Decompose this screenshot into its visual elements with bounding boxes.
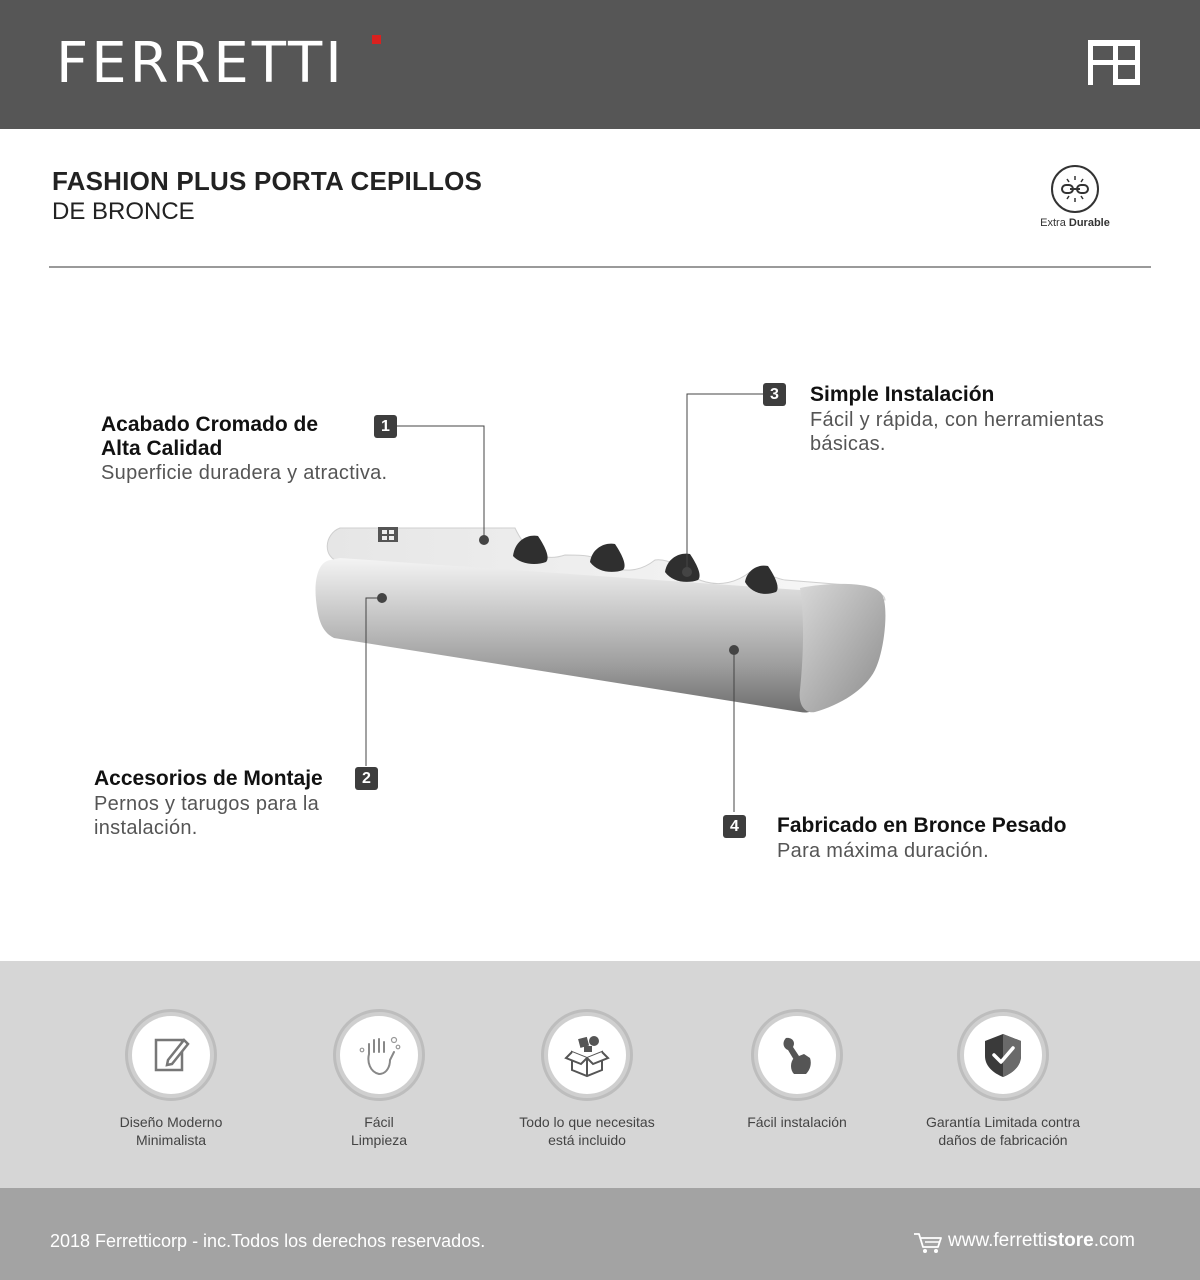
feature-desc-3: Fácil y rápida, con herramientas básicas. bbox=[810, 409, 1105, 455]
ferretti-mark-icon bbox=[1088, 40, 1140, 85]
benefit-label: Fácil Limpieza bbox=[350, 1114, 408, 1148]
benefit-easy-install bbox=[697, 1009, 897, 1131]
feature-number-4: 4 bbox=[723, 815, 746, 838]
feature-desc-1: Superficie duradera y atractiva. bbox=[101, 462, 388, 484]
feature-title-3: Simple Instalación bbox=[810, 383, 995, 406]
feature-desc-4: Para máxima duración. bbox=[777, 840, 989, 862]
feature-number-3: 3 bbox=[763, 383, 786, 406]
benefit-label: Garantía Limitada contra daños de fabricación bbox=[925, 1114, 1081, 1148]
benefit-easy-cleaning bbox=[279, 1009, 479, 1149]
section-divider bbox=[49, 266, 1151, 268]
benefits-bar bbox=[0, 961, 1200, 1188]
ferretti-logo[interactable]: FERRETTI bbox=[56, 31, 345, 96]
chain-link-icon bbox=[1050, 164, 1100, 214]
feature-title-2: Accesorios de Montaje bbox=[94, 767, 323, 790]
feature-desc-2: Pernos y tarugos para la instalación. bbox=[94, 793, 320, 839]
benefit-modern-design bbox=[71, 1009, 271, 1149]
feature-number-1: 1 bbox=[374, 415, 397, 438]
product-title: FASHION PLUS PORTA CEPILLOS bbox=[52, 166, 483, 196]
logo-red-dot bbox=[372, 35, 381, 44]
product-image bbox=[300, 500, 900, 730]
footer bbox=[0, 1188, 1200, 1280]
copyright-text: 2018 Ferretticorp - inc.Todos los derechos reservados. bbox=[50, 1231, 486, 1251]
feature-number-2: 2 bbox=[355, 767, 378, 790]
benefit-label: Fácil instalación bbox=[747, 1114, 847, 1130]
product-subtitle: DE BRONCE bbox=[52, 198, 195, 225]
website-link[interactable]: www.ferrettistore.com bbox=[948, 1230, 1135, 1251]
pencil-edit-icon bbox=[146, 1030, 196, 1080]
clean-hand-icon bbox=[354, 1030, 404, 1080]
benefit-all-included bbox=[487, 1009, 687, 1149]
cart-icon bbox=[913, 1232, 943, 1254]
header bbox=[0, 0, 1200, 129]
badge-label: Extra Durable bbox=[1040, 217, 1110, 229]
benefit-label: Todo lo que necesitas está incluido bbox=[519, 1114, 655, 1148]
feature-title-1: Acabado Cromado de Alta Calidad bbox=[101, 413, 319, 460]
extra-durable-badge bbox=[1030, 164, 1120, 234]
open-box-icon bbox=[562, 1030, 612, 1080]
benefit-limited-warranty bbox=[903, 1009, 1103, 1149]
feature-title-4: Fabricado en Bronce Pesado bbox=[777, 814, 1067, 837]
shield-check-icon bbox=[978, 1030, 1028, 1080]
benefit-label: Diseño Moderno Minimalista bbox=[119, 1114, 223, 1148]
wrench-hand-icon bbox=[772, 1030, 822, 1080]
